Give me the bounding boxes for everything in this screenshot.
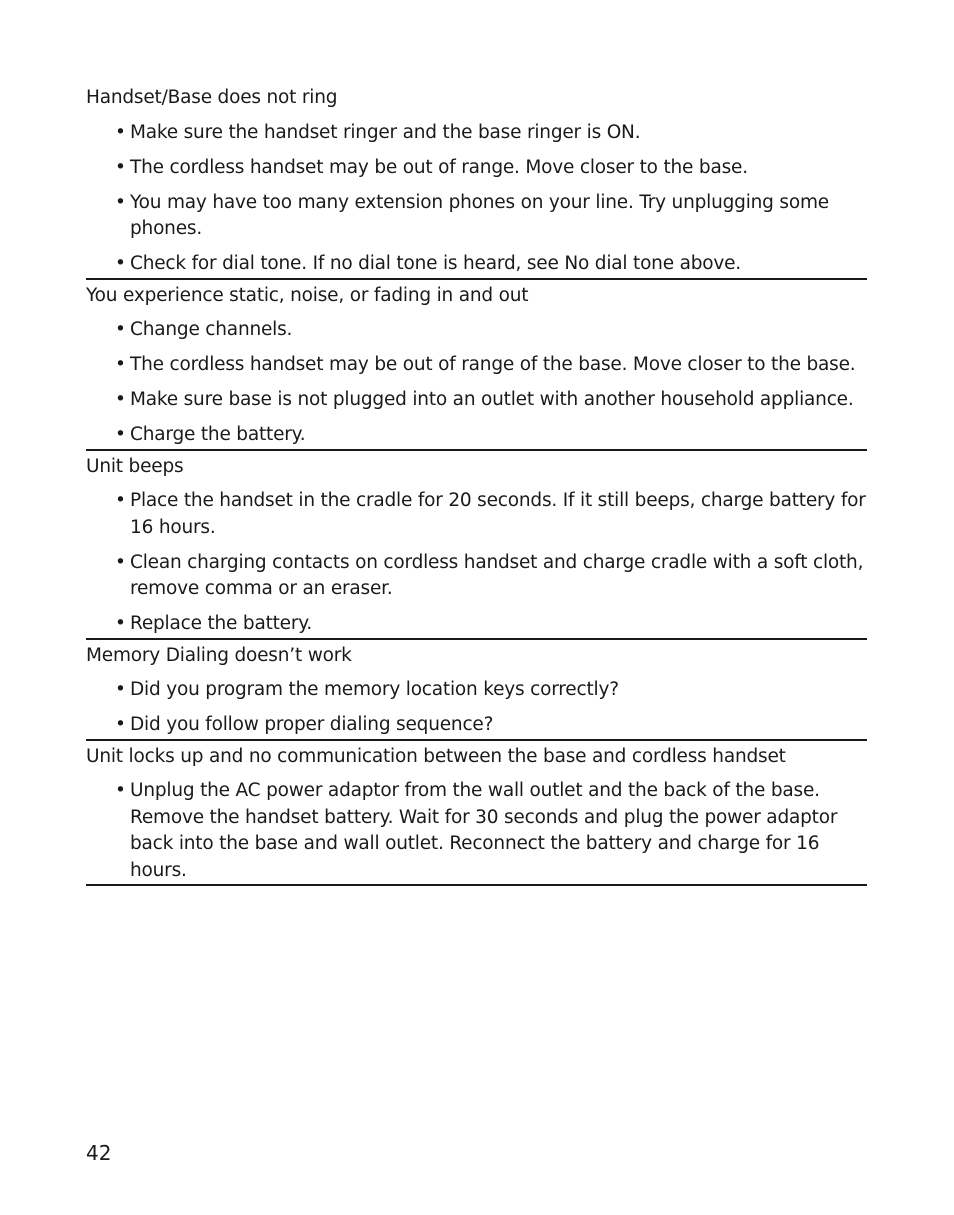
bullet-list — [86, 778, 867, 884]
troubleshooting-section — [86, 282, 867, 451]
list-item: • Place the handset in the cradle for 20 seconds. If it still beeps, charge battery for 16 hours. — [115, 488, 867, 541]
bullet-list — [86, 488, 867, 638]
troubleshooting-section — [86, 84, 867, 280]
page-number: 42 — [86, 1141, 112, 1165]
section-heading: You experience static, noise, or fading in and out — [86, 284, 529, 306]
list-item: • Replace the battery. — [115, 611, 867, 638]
list-item: • You may have too many extension phones on your line. Try unplugging some phones. — [115, 190, 867, 243]
section-heading: Handset/Base does not ring — [86, 87, 338, 108]
list-item: • Charge the battery. — [115, 422, 867, 449]
troubleshooting-content — [86, 82, 867, 886]
troubleshooting-section — [86, 743, 867, 887]
list-item: • Clean charging contacts on cordless handset and charge cradle with a soft cloth, remove comma or an eraser. — [115, 550, 867, 603]
bullet-list — [86, 120, 867, 278]
section-heading: Memory Dialing doesn’t work — [86, 644, 352, 666]
troubleshooting-section — [86, 453, 867, 640]
section-heading: Unit beeps — [86, 455, 184, 477]
list-item: • Change channels. — [115, 317, 867, 344]
list-item: • Check for dial tone. If no dial tone is heard, see No dial tone above. — [115, 251, 867, 278]
bullet-list — [86, 317, 867, 449]
list-item: • The cordless handset may be out of range of the base. Move closer to the base. — [115, 352, 867, 379]
section-heading: Unit locks up and no communication between the base and cordless handset — [86, 745, 786, 767]
list-item: • Make sure the handset ringer and the base ringer is ON. — [115, 120, 867, 147]
list-item: • Unplug the AC power adaptor from the wall outlet and the back of the base. Remove the handset battery. Wait for 30 seconds and plug the power adaptor back into the base and wall outlet. Reconnect the battery and charge for 16 hours. — [115, 778, 867, 884]
troubleshooting-section — [86, 642, 867, 741]
bullet-list — [86, 677, 867, 739]
list-item: • Make sure base is not plugged into an outlet with another household appliance. — [115, 387, 867, 414]
list-item: • Did you program the memory location keys correctly? — [115, 677, 867, 704]
list-item: • Did you follow proper dialing sequence? — [115, 712, 867, 739]
list-item: • The cordless handset may be out of range. Move closer to the base. — [115, 155, 867, 182]
